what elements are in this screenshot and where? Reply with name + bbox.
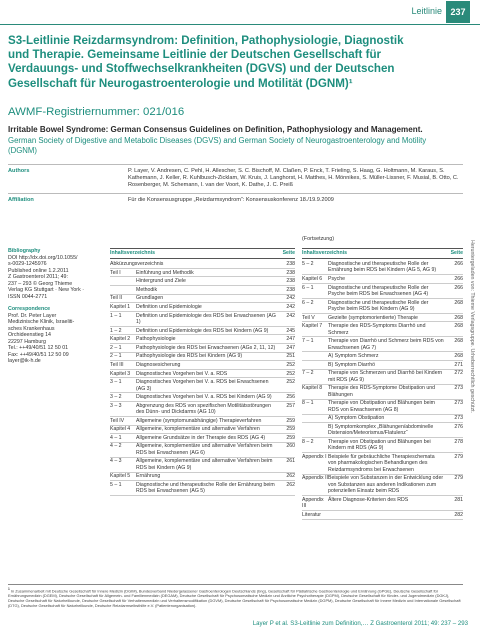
toc-heading: Inhaltsverzeichnis (110, 250, 155, 257)
toc-page: 261 (286, 458, 295, 465)
toc-row (302, 423, 463, 438)
toc-page: 262 (286, 473, 295, 480)
toc-page: 282 (454, 511, 463, 518)
toc-row (302, 438, 463, 453)
bibliography-line: DOI http://dx.doi.org/10.1055/ (8, 254, 78, 261)
toc-number: Kapitel 6 (302, 275, 323, 282)
english-subtitle: German Society of Digestive and Metabolic Diseases (DGVS) and German Society of Neurogastroenterology and Motility (DGNM) (8, 136, 427, 155)
toc-row (302, 314, 463, 323)
toc-number (302, 415, 328, 421)
toc-title: Grundlagen (136, 295, 164, 302)
toc-row (302, 260, 463, 275)
toc-number: 5 – 1 (110, 482, 122, 489)
toc-page: 259 (286, 426, 295, 433)
divider (8, 164, 463, 165)
toc-row (302, 385, 463, 400)
toc-page: 272 (454, 370, 463, 377)
toc-row (302, 275, 463, 284)
registry-number: AWMF-Registriernummer: 021/016 (8, 106, 185, 118)
toc-number: 7 – 1 (302, 338, 314, 345)
toc-row (302, 284, 463, 299)
page-number: 237 (446, 1, 470, 23)
authors-list: P. Layer, V. Andresen, C. Pehl, H. Allescher, S. C. Bischoff, M. Claßen, P. Enck, T. Frieling, S. Haag, G. Holtmann, M. Karaus, S. Kathemann, J. Keller, R. Kuhlbusch-Zicklam, W. Kruis, J. Langhorst, H. Matthes, H. Mönnikes, S. Müller-Lissner, F. Musial, B. Otto, C. Rosenberger, M. Schemann, I. van der Voort, K. Dathe, J. C. Preiß (128, 168, 459, 189)
affiliation-text: Für die Konsensusgruppe „Reizdarmsyndrom“: Konsensuskonferenz 18./19.9.2009 (128, 197, 334, 203)
toc-number: Kapitel 8 (302, 385, 323, 392)
toc-page: 245 (286, 327, 295, 334)
toc-title: Therapie des RDS-Symptoms Diarrhö und Schmerz (328, 323, 426, 336)
toc-title: B) Symptomkomplex „Blähungen/abdominelle Distension/Meteorismus/Flatulenz“ (328, 423, 434, 437)
toc-title: Diagnostisches Vorgehen bei V. a. RDS bei Kindern (AG 9) (136, 394, 272, 401)
toc-number: Kapitel 4 (110, 426, 131, 433)
correspondence-line: Medizinische Klinik, Israeliti- (8, 319, 75, 325)
toc-number: 1 – 1 (110, 312, 122, 319)
toc-row (110, 361, 295, 370)
toc-row (110, 434, 295, 443)
toc-header (110, 248, 295, 259)
toc-title: Gezielte (symptomorientierte) Therapie (328, 314, 418, 321)
toc-page: 279 (454, 453, 463, 460)
article-title: S3-Leitlinie Reizdarmsyndrom: Definition, Pathophysiologie, Diagnostik und Therapie. Gemeinsame Leitlinie der Deutschen Gesellschaft für Verdauungs- und Stoffwechselkrankheiten (DGVS) und der Deutschen Gesellschaft für Neurogastroenterologie und Motilität (DGNM)¹ (8, 34, 404, 90)
toc-number: 6 – 1 (302, 284, 314, 291)
toc-number: Kapitel 1 (110, 303, 131, 310)
toc-row (302, 352, 463, 361)
section-label: Leitlinie (411, 6, 442, 16)
correspondence-block (8, 313, 94, 365)
toc-page: 238 (286, 286, 295, 293)
toc-title: Beispiele für gebräuchliche Therapieschemata von pharmakologischen Behandlungen des Reizdarmsyndroms bei Erwachsenen (328, 453, 435, 473)
toc-number: 8 – 2 (302, 438, 314, 445)
toc-row (302, 400, 463, 415)
toc-row (110, 393, 295, 402)
toc-page: 238 (286, 269, 295, 276)
toc-number: 3 – 3 (110, 402, 122, 409)
toc-page: 242 (286, 295, 295, 302)
toc-page: 266 (454, 275, 463, 282)
toc-title: B) Symptom Diarrhö (328, 361, 375, 368)
toc-title: Ältere Diagnose-Kriterien des RDS (328, 496, 409, 503)
toc-row (110, 269, 295, 278)
toc-page: 238 (286, 260, 295, 267)
toc-row (110, 303, 295, 312)
toc-title: Hintergrund und Ziele (136, 278, 186, 285)
toc-page: 266 (454, 284, 463, 291)
toc-row (110, 473, 295, 482)
toc-page: 260 (286, 443, 295, 450)
affiliation-label: Affiliation (8, 197, 34, 203)
toc-page: 256 (286, 394, 295, 401)
toc-number (302, 362, 328, 368)
toc-row (302, 361, 463, 370)
correspondence-line: sches Krankenhaus (8, 325, 55, 332)
authors-label: Authors (8, 168, 30, 174)
toc-number (302, 353, 328, 359)
toc-row (110, 286, 295, 295)
toc-row (302, 415, 463, 424)
toc-page: 247 (286, 336, 295, 343)
toc-number (302, 424, 328, 437)
toc-page: 273 (454, 415, 463, 422)
toc-row (110, 370, 295, 379)
toc-page: 268 (454, 314, 463, 321)
toc-row (110, 378, 295, 393)
toc-title: Pathophysiologie des RDS bei Erwachsenen (AGs 2, 11, 12) (136, 344, 276, 351)
toc-title: Therapie von Schmerzen und Diarrhö bei Kindern mit RDS (AG 9) (328, 370, 443, 383)
toc-number: Kapitel 7 (302, 323, 323, 330)
toc-number: 4 – 2 (110, 443, 122, 450)
toc-title: Diagnostische und therapeutische Rolle der Ernährung beim RDS bei Kindern (AG 5, AG 9) (328, 260, 437, 274)
toc-row (110, 426, 295, 435)
toc-number: Abkürzungsverzeichnis (110, 260, 164, 267)
toc-page: 242 (286, 303, 295, 310)
correspondence-line: Tel.: ++49/40/51 12 50 01 (8, 345, 69, 351)
toc-row (302, 496, 463, 511)
toc-page: 278 (454, 438, 463, 445)
toc-title: Therapie von Obstipation und Blähungen bei Kindern mit RDS (AG 9) (328, 438, 431, 452)
header-rule (0, 24, 480, 25)
toc-left (110, 248, 295, 496)
toc-title: Therapie des RDS-Symptome Obstipation und Blähungen (328, 385, 435, 398)
toc-page: 238 (286, 278, 295, 285)
toc-row (110, 402, 295, 417)
toc-number: 5 – 2 (302, 260, 314, 267)
correspondence-line: layer@ik-h.de (8, 358, 41, 364)
toc-row (302, 299, 463, 314)
toc-header (302, 248, 463, 259)
toc-title: Allgemeine (symptomunabhängige) Therapieverfahren (136, 417, 262, 424)
toc-title: A) Symptom Schmerz (328, 353, 379, 360)
toc-number: Kapitel 3 (110, 370, 131, 377)
toc-page-label: Seite (450, 250, 463, 257)
toc-title: Allgemeine Grundsätze in der Therapie des RDS (AG 4) (136, 434, 266, 441)
toc-page-label: Seite (282, 250, 295, 257)
toc-title: Einführung und Methodik (136, 269, 194, 276)
toc-number: Appendix I (302, 453, 327, 460)
toc-number: 3 – 1 (110, 379, 122, 386)
toc-page: 268 (454, 338, 463, 345)
toc-row (110, 481, 295, 496)
toc-page: 268 (454, 299, 463, 306)
toc-title: Pathophysiologie des RDS bei Kindern (AG 9) (136, 353, 243, 360)
toc-number: Teil II (110, 295, 123, 302)
toc-number: 4 – 3 (110, 458, 122, 465)
toc-page: 276 (454, 423, 463, 430)
toc-page: 251 (286, 353, 295, 360)
correspondence-line: 22297 Hamburg (8, 338, 46, 345)
toc-page: 259 (286, 434, 295, 441)
bibliography-line: Verlag KG Stuttgart · New York · (8, 287, 84, 293)
toc-number: 1 – 2 (110, 327, 122, 334)
toc-number: Appendix III (302, 496, 324, 510)
toc-number: Teil III (110, 361, 124, 368)
bibliography-line: s-0029-1245976 (8, 261, 47, 267)
bibliography-line: Z Gastroenterol 2011; 49: (8, 274, 68, 280)
toc-row (110, 312, 295, 327)
toc-row (302, 453, 463, 474)
toc-page: 247 (286, 344, 295, 351)
footnote (8, 587, 463, 608)
toc-number: Teil V (302, 314, 315, 321)
toc-number: 8 – 1 (302, 400, 314, 407)
toc-rows (302, 260, 463, 519)
footnote-mark: 1 (8, 587, 10, 591)
toc-row (110, 417, 295, 426)
toc-page: 273 (454, 400, 463, 407)
toc-number: Teil I (110, 269, 121, 276)
toc-page: 257 (286, 402, 295, 409)
toc-title: Definition und Epidemiologie (136, 303, 202, 310)
bibliography-line: 237 – 293 © Georg Thieme (8, 280, 73, 287)
continuation-label: (Fortsetzung) (302, 236, 335, 242)
toc-row (302, 511, 463, 520)
toc-row (110, 353, 295, 362)
toc-page: 252 (286, 379, 295, 386)
toc-page: 271 (454, 361, 463, 368)
toc-title: Diagnostische und therapeutische Rolle der Psyche beim RDS bei Kindern (AG 9) (328, 299, 429, 312)
download-note (466, 240, 476, 570)
toc-row (110, 295, 295, 304)
toc-row (302, 370, 463, 385)
toc-heading: Inhaltsverzeichnis (302, 250, 347, 257)
footnote-divider (8, 584, 463, 585)
toc-page: 242 (286, 312, 295, 319)
toc-title: A) Symptom Obstipation (328, 415, 385, 422)
toc-number: Teil IV (110, 417, 125, 424)
toc-title: Diagnostische und therapeutische Rolle der Psyche beim RDS bei Erwachsenen (AG 4) (328, 284, 429, 297)
toc-row (110, 335, 295, 344)
toc-page: 279 (454, 475, 463, 482)
bibliography-heading: Bibliography (8, 248, 41, 254)
english-title: Irritable Bowel Syndrome: German Consensus Guidelines on Definition, Pathophysiology and Management. (8, 125, 423, 134)
toc-number (110, 278, 136, 284)
toc-page: 268 (454, 353, 463, 360)
toc-row (110, 443, 295, 458)
toc-row (110, 344, 295, 353)
toc-page: 259 (286, 417, 295, 424)
bibliography-line: ISSN 0044-2771 (8, 293, 48, 300)
toc-number: 2 – 1 (110, 344, 122, 351)
toc-right (302, 248, 463, 520)
toc-number: Kapitel 2 (110, 336, 131, 343)
toc-number: 3 – 2 (110, 394, 122, 401)
toc-page: 252 (286, 370, 295, 377)
toc-title: Ernährung (136, 473, 161, 480)
correspondence-line: Prof. Dr. Peter Layer (8, 312, 57, 319)
toc-title: Allgemeine, komplementäre und alternative Verfahren (136, 426, 260, 433)
toc-number: Literatur (302, 511, 322, 518)
toc-page: 262 (286, 482, 295, 489)
toc-title: Diagnostisches Vorgehen bei V. a. RDS bei Erwachsenen (AG 3) (136, 379, 269, 392)
toc-title: Definition und Epidemiologie des RDS bei Erwachsenen (AG 1) (136, 312, 276, 325)
toc-row (110, 327, 295, 336)
toc-number (110, 287, 136, 293)
toc-number: Appendix II (302, 475, 328, 482)
toc-title: Methodik (136, 286, 158, 293)
toc-row (110, 458, 295, 473)
toc-title: Therapie von Obstipation und Blähungen beim RDS von Erwachsenen (AG 8) (328, 400, 435, 413)
toc-title: Allgemeine, komplementäre und alternative Verfahren beim RDS bei Kindern (AG 9) (136, 458, 273, 471)
toc-row (302, 322, 463, 337)
bibliography-block (8, 255, 94, 301)
citation-footer: Layer P et al. S3-Leitlinie zum Definition,… Z Gastroenterol 2011; 49: 237 – 293 (252, 620, 468, 627)
toc-title: Diagnostisches Vorgehen bei V. a. RDS (136, 370, 228, 377)
toc-title: Psyche (328, 275, 346, 282)
toc-row (110, 260, 295, 269)
correspondence-line: Orchideenstieg 14 (8, 332, 51, 338)
toc-title: Therapie von Diarrhö und Schmerz beim RDS von Erwachsenen (AG 7) (328, 338, 444, 351)
correspondence-line: Fax: ++49/40/51 12 50 09 (8, 351, 69, 358)
toc-title: Beispiele von Substanzen in der Entwicklung oder von Substanzen aus anderen Indikationen zum potenziellen Einsatz beim RDS (328, 475, 444, 495)
toc-number: Kapitel 5 (110, 473, 131, 480)
download-note-text: Heruntergeladen von: Thieme Verlagsgruppe. Urheberrechtlich geschützt. (469, 240, 475, 414)
divider (8, 193, 463, 194)
toc-title: Definition und Epidemiologie des RDS bei Kindern (AG 9) (136, 327, 269, 334)
toc-page: 281 (454, 496, 463, 503)
bibliography-line: Published online 1.2.2011 (8, 267, 69, 274)
toc-row (110, 277, 295, 286)
toc-page: 252 (286, 361, 295, 368)
page-header (0, 0, 480, 26)
toc-page: 266 (454, 260, 463, 267)
footnote-text: In Zusammenarbeit mit Deutsche Gesellschaft für Innere Medizin (DGIM), Bundesverband Niedergelassener Gastroenterologen Deutschlands (bng), Gesellschaft für Pädiatrische Gastroenterologie und Ernährung (GPGE), Deutsche Gesellschaft für Ernährungsmedizin (DGEM), Deutsche Gesellschaft für Allgemein- und Familienmedizin (DEGAM), Deutsche Gesellschaft für Psychosomatische Medizin und Ärztliche Psychotherapie (DGPM), Deutsche Gesellschaft für Kinder- und Jugendmedizin (DGKJ), Deutsche Gesellschaft für Naturheilkunde, Deutsche Gesellschaft für Verhaltensmedizin und Verhaltensmodifikation (DGVM), Deutsche Gesellschaft für Psychosomatische Medizin (DGPM), Deutsche Gesellschaft für Innere Medizin und Internationale Gesellschaft (DTG), Deutsche Gesellschaft für Naturheilkunde, Deutsche Reizdarmselbsthilfe e.V. (Patientenorganisation). (8, 588, 461, 609)
toc-title: Abgrenzung des RDS von spezifischen Motilitätsstörungen des Dünn- und Dickdarms (AG 10) (136, 402, 271, 416)
toc-rows (110, 260, 295, 496)
toc-row (302, 337, 463, 352)
correspondence-heading: Correspondence (8, 306, 51, 312)
toc-title: Allgemeine, komplementäre und alternative Verfahren beim RDS bei Erwachsenen (AG 6) (136, 443, 273, 456)
toc-page: 273 (454, 385, 463, 392)
sidebar (8, 248, 94, 365)
toc-page: 268 (454, 323, 463, 330)
toc-number: 4 – 1 (110, 434, 122, 441)
toc-title: Diagnosesicherung (136, 361, 181, 368)
toc-number: 2 – 1 (110, 353, 122, 360)
toc-number: 6 – 2 (302, 299, 314, 306)
toc-title: Pathophysiologie (136, 336, 176, 343)
toc-number: 7 – 2 (302, 370, 314, 377)
toc-title: Diagnostische und therapeutische Rolle der Ernährung beim RDS bei Erwachsenen (AG 5) (136, 482, 275, 495)
toc-row (302, 475, 463, 496)
